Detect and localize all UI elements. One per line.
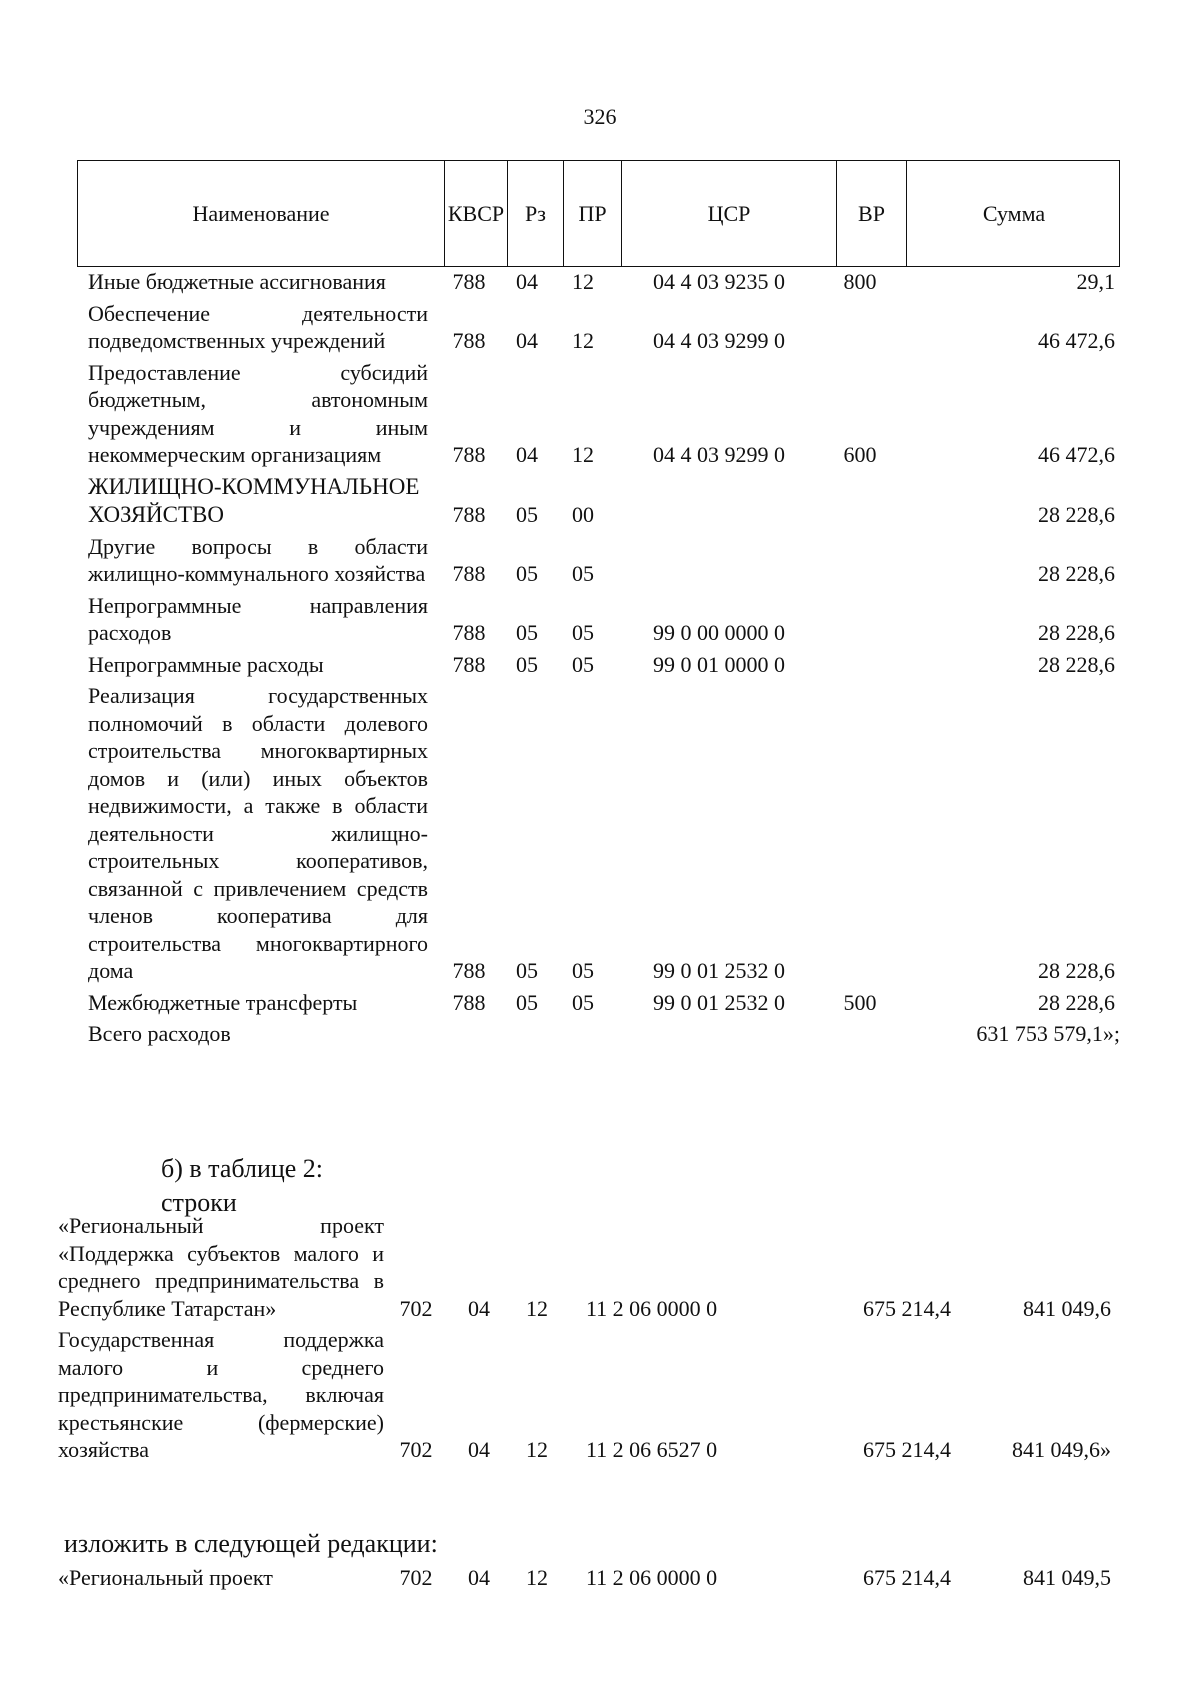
row-csr: 99 0 01 2532 0	[653, 989, 785, 1015]
row-csr: 99 0 00 0000 0	[653, 620, 785, 645]
row-kvsr: 788	[452, 958, 486, 983]
row-pr: 12	[572, 442, 594, 467]
row-sum: 46 472,6	[1038, 442, 1115, 467]
row-pr: 12	[526, 1437, 548, 1462]
row-name: Непрограммные расходы	[88, 651, 324, 677]
row-csr: 11 2 06 0000 0	[586, 1565, 718, 1590]
table-row	[88, 300, 1120, 355]
header-name: Наименование	[192, 200, 330, 226]
row-kvsr: 788	[452, 651, 486, 677]
row-name: «Региональный проект	[58, 1565, 273, 1590]
row-rz: 05	[516, 561, 538, 586]
row-csr: 99 0 01 2532 0	[653, 958, 785, 983]
row-rz: 04	[468, 1565, 490, 1590]
redaction-text: изложить в следующей редакции:	[64, 1529, 438, 1558]
table-row	[88, 651, 1120, 679]
row-kvsr: 788	[452, 989, 486, 1015]
row-csr: 11 2 06 6527 0	[586, 1437, 718, 1462]
table-header	[77, 160, 1120, 267]
section-b-line2: строки	[161, 1188, 237, 1217]
table-row	[58, 1564, 1158, 1592]
row-sum: 28 228,6	[1038, 620, 1115, 645]
row-csr: 04 4 03 9235 0	[653, 269, 785, 294]
row-csr: 04 4 03 9299 0	[653, 328, 785, 353]
table2-old-rows	[58, 1212, 1158, 1464]
row-rz: 05	[516, 989, 538, 1015]
row-kvsr: 702	[399, 1437, 433, 1462]
row-pr: 12	[572, 328, 594, 353]
row-pr: 05	[572, 989, 594, 1015]
row-sum: 28 228,6	[1038, 561, 1115, 586]
row-rz: 05	[516, 502, 538, 527]
table-row	[88, 682, 1120, 985]
page-number: 326	[583, 104, 617, 129]
table2-new-rows	[58, 1564, 1158, 1592]
table-row	[88, 592, 1120, 647]
row-csr: 99 0 01 0000 0	[653, 651, 785, 677]
row-name: Предоставление субсидий бюджетным, автономным учреждениям и иным некоммерческим организациям	[88, 359, 428, 467]
table-row	[58, 1326, 1158, 1464]
row-pr: 00	[572, 502, 594, 527]
row-name: Другие вопросы в области жилищно-коммунального хозяйства	[88, 533, 428, 586]
total-value: 631 753 579,1»;	[976, 1021, 1120, 1046]
row-kvsr: 788	[452, 561, 486, 586]
row-value-2: 841 049,5	[1023, 1565, 1111, 1590]
row-pr: 05	[572, 561, 594, 586]
row-name: Иные бюджетные ассигнования	[88, 269, 386, 294]
row-rz: 05	[516, 620, 538, 645]
table-row	[88, 359, 1120, 469]
row-pr: 05	[572, 958, 594, 983]
header-csr: ЦСР	[621, 161, 836, 266]
row-sum: 28 228,6	[1038, 958, 1115, 983]
header-rz: Рз	[507, 161, 563, 266]
row-value-2: 841 049,6	[1023, 1295, 1111, 1321]
row-name: Обеспечение деятельности подведомственных учреждений	[88, 300, 428, 353]
row-pr: 12	[526, 1565, 548, 1590]
row-pr: 12	[526, 1295, 548, 1321]
row-rz: 05	[516, 651, 538, 677]
row-rz: 04	[516, 328, 538, 353]
total-label: Всего расходов	[88, 1021, 231, 1046]
row-pr: 12	[572, 269, 594, 294]
row-name: ЖИЛИЩНО-КОММУНАЛЬНОЕ ХОЗЯЙСТВО	[88, 473, 420, 527]
row-name: Межбюджетные трансферты	[88, 989, 358, 1015]
row-pr: 05	[572, 651, 594, 677]
row-sum: 28 228,6	[1038, 989, 1115, 1015]
section-b-heading	[161, 1152, 323, 1220]
row-name: «Региональный проект «Поддержка субъектов малого и среднего предпринимательства в Республике Татарстан»	[58, 1213, 384, 1321]
row-name: Государственная поддержка малого и среднего предпринимательства, включая крестьянские (фермерские) хозяйства	[58, 1327, 384, 1462]
table-row	[88, 533, 1120, 588]
table-row	[88, 268, 1120, 296]
table-row	[88, 989, 1120, 1017]
row-pr: 05	[572, 620, 594, 645]
row-value-2: 841 049,6»	[1012, 1437, 1111, 1462]
row-kvsr: 788	[452, 502, 486, 527]
row-rz: 04	[468, 1437, 490, 1462]
table-row	[58, 1212, 1158, 1322]
row-rz: 04	[468, 1295, 490, 1321]
row-rz: 04	[516, 269, 538, 294]
row-vr: 800	[843, 269, 877, 294]
row-kvsr: 788	[452, 442, 486, 467]
row-value-1: 675 214,4	[863, 1437, 951, 1462]
header-kvsr: КВСР	[444, 161, 507, 266]
row-kvsr: 702	[399, 1565, 433, 1590]
table-row	[88, 473, 1120, 529]
header-sum: Сумма	[906, 161, 1121, 266]
row-rz: 05	[516, 958, 538, 983]
row-name: Реализация государственных полномочий в области долевого строительства многоквартирных домов и (или) иных объектов недвижимости, а также в области деятельности жилищно-строительных кооперативов, связанной с привлечением средств членов кооператива для строительства многоквартирного дома	[88, 683, 428, 983]
row-kvsr: 788	[452, 269, 486, 294]
row-kvsr: 788	[452, 620, 486, 645]
row-sum: 46 472,6	[1038, 328, 1115, 353]
row-kvsr: 788	[452, 328, 486, 353]
expenses-table	[88, 268, 1120, 1048]
row-sum: 28 228,6	[1038, 502, 1115, 527]
row-rz: 04	[516, 442, 538, 467]
row-vr: 500	[843, 989, 877, 1015]
total-row	[88, 1020, 1120, 1048]
row-value-1: 675 214,4	[863, 1295, 951, 1321]
header-vr: ВР	[836, 161, 906, 266]
row-csr: 11 2 06 0000 0	[586, 1295, 718, 1321]
row-value-1: 675 214,4	[863, 1565, 951, 1590]
section-b-line1: б) в таблице 2:	[161, 1154, 324, 1183]
row-vr: 600	[843, 442, 877, 467]
row-kvsr: 702	[399, 1295, 433, 1321]
row-name: Непрограммные направления расходов	[88, 592, 428, 645]
row-sum: 29,1	[1076, 269, 1115, 294]
header-pr: ПР	[563, 161, 621, 266]
row-sum: 28 228,6	[1038, 651, 1115, 677]
row-csr: 04 4 03 9299 0	[653, 442, 785, 467]
